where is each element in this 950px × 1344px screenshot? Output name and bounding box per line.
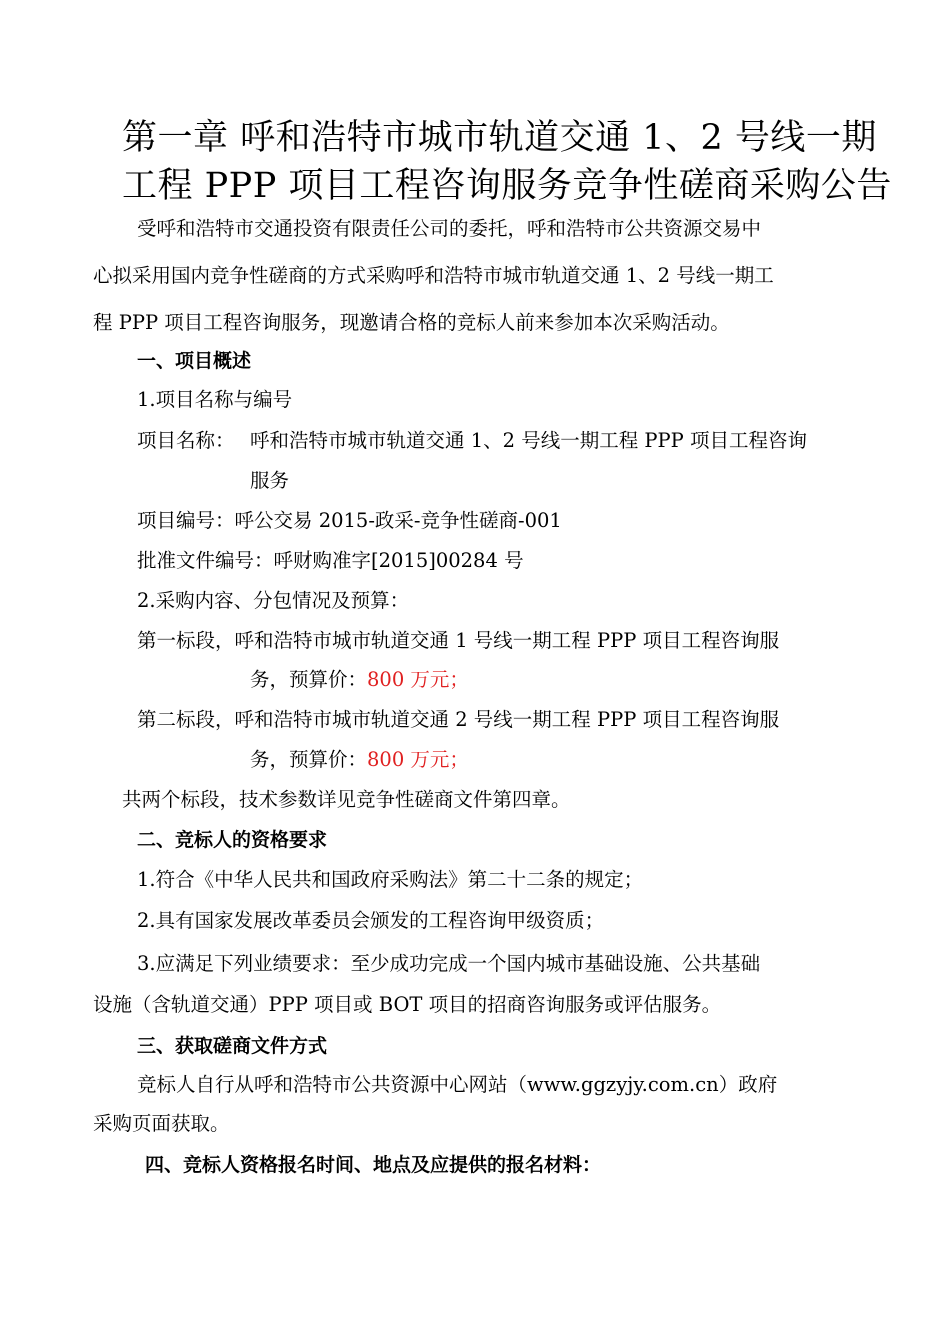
- intro-line3: 程 PPP 项目工程咨询服务，现邀请合格的竞标人前来参加本次采购活动。: [93, 311, 730, 334]
- requirement-1: 1.符合《中华人民共和国政府采购法》第二十二条的规定；: [137, 868, 644, 891]
- chapter-title-line2: 工程 PPP 项目工程咨询服务竞争性磋商采购公告: [122, 166, 892, 206]
- lot1-price: 800 万元；: [367, 668, 469, 691]
- lot1-line2: [250, 666, 469, 694]
- lot2-price-label: 务，预算价：: [250, 748, 368, 771]
- project-number: 项目编号：呼公交易 2015-政采-竞争性磋商-001: [137, 509, 562, 532]
- lot1-line1: 第一标段，呼和浩特市城市轨道交通 1 号线一期工程 PPP 项目工程咨询服: [137, 629, 780, 652]
- approval-number: 批准文件编号：呼财购准字[2015]00284 号: [137, 549, 524, 572]
- project-name-line2: 服务: [250, 469, 290, 492]
- lots-summary: 共两个标段，技术参数详见竞争性磋商文件第四章。: [122, 788, 571, 811]
- project-name-label: 项目名称：: [137, 429, 235, 452]
- section3-heading: 三、获取磋商文件方式: [137, 1035, 328, 1057]
- section4-heading: 四、竞标人资格报名时间、地点及应提供的报名材料：: [145, 1154, 602, 1176]
- lot2-price: 800 万元；: [367, 748, 469, 771]
- lot1-price-label: 务，预算价：: [250, 668, 368, 691]
- requirement-2: 2.具有国家发展改革委员会颁发的工程咨询甲级资质；: [137, 909, 605, 932]
- project-name-line1: 呼和浩特市城市轨道交通 1、2 号线一期工程 PPP 项目工程咨询: [250, 429, 807, 452]
- requirement-3-line1: 3.应满足下列业绩要求：至少成功完成一个国内城市基础设施、公共基础: [137, 952, 761, 975]
- section2-heading: 二、竞标人的资格要求: [137, 829, 328, 851]
- section1-heading: 一、项目概述: [137, 350, 252, 372]
- intro-line1: 受呼和浩特市交通投资有限责任公司的委托，呼和浩特市公共资源交易中: [137, 217, 762, 240]
- section1-item2: 2.采购内容、分包情况及预算：: [137, 589, 410, 612]
- lot2-line2: [250, 746, 469, 774]
- intro-line2: 心拟采用国内竞争性磋商的方式采购呼和浩特市城市轨道交通 1、2 号线一期工: [93, 264, 774, 287]
- chapter-title-line1: 第一章 呼和浩特市城市轨道交通 1、2 号线一期: [122, 118, 877, 158]
- section3-line2: 采购页面获取。: [93, 1112, 230, 1135]
- requirement-3-line2: 设施（含轨道交通）PPP 项目或 BOT 项目的招商咨询服务或评估服务。: [93, 993, 722, 1016]
- section1-item1: 1.项目名称与编号: [137, 388, 293, 411]
- lot2-line1: 第二标段，呼和浩特市城市轨道交通 2 号线一期工程 PPP 项目工程咨询服: [137, 708, 780, 731]
- section3-line1: 竞标人自行从呼和浩特市公共资源中心网站（www.ggzyjy.com.cn）政府: [137, 1073, 778, 1096]
